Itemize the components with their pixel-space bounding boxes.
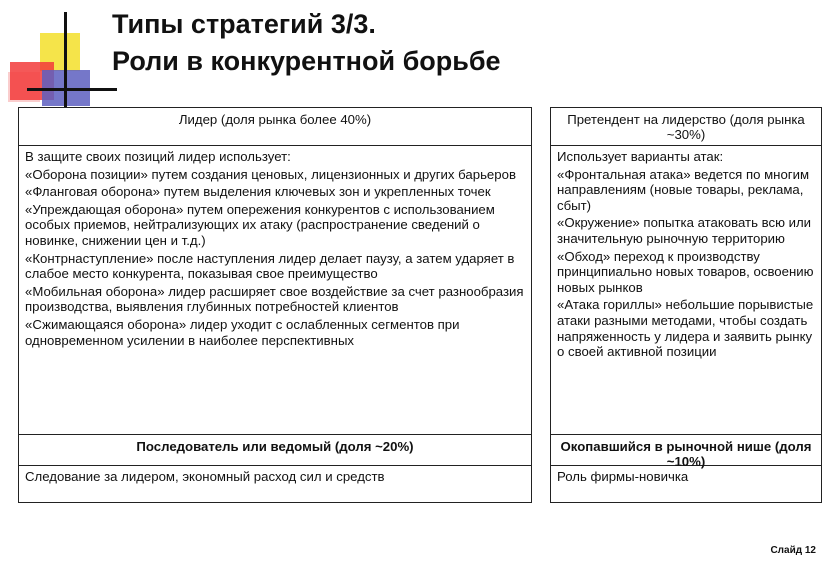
slide-number: Слайд 12 [770,545,816,556]
nicher-body [550,466,822,503]
decor-vertical-line [64,12,67,114]
challenger-item: Использует варианты атак: [557,149,724,164]
follower-text: Следование за лидером, экономный расход сил и средств [25,469,385,484]
title-line-1: Типы стратегий 3/3. [112,9,376,39]
decor-horizontal-line [27,88,117,91]
challenger-header-text: Претендент на лидерство (доля рынка ~30%) [567,112,805,142]
left-column [18,107,532,503]
leader-item: «Фланговая оборона» путем выделения ключевых зон и укрепленных точек [25,184,491,200]
leader-item: «Оборона позиции» путем создания ценовых, лицензионных и других барьеров [25,166,516,182]
leader-item: «Контрнаступление» после наступления лидер делает паузу, а затем ударяет в слабое место конкурента, показывая свое преимущество [25,250,515,282]
leader-item: «Сжимающаяся оборона» лидер уходит с ослабленных сегментов при одновременном усилении в наиболее перспективных [25,316,460,348]
nicher-header-text: Окопавшийся в рыночной нише (доля ~10%) [560,439,812,469]
leader-header-text: Лидер (доля рынка более 40%) [178,112,372,127]
challenger-item: «Обход» переход к производству принципиально новых товаров, освоению новых рынков [557,248,814,295]
nicher-header [550,435,822,469]
follower-header [18,435,532,466]
challenger-item: «Фронтальная атака» ведется по многим направлениям (новые товары, реклама, сбыт) [557,166,810,213]
nicher-text: Роль фирмы-новичка [557,469,689,484]
leader-item: «Мобильная оборона» лидер расширяет свое воздействие за счет разнообразия производства, выявления глубинных потребностей клиентов [25,283,524,315]
leader-body [18,146,532,435]
challenger-body [550,146,822,435]
challenger-item: «Атака гориллы» небольшие порывистые атаки разными методами, чтобы создать напряженность у лидера и заявить рынку о своей активной позиции [557,297,814,360]
follower-header-text: Последователь или ведомый (доля ~20%) [136,439,414,454]
slide-title [112,6,501,80]
follower-body [18,466,532,503]
challenger-item: «Окружение» попытка атаковать всю или значительную рыночную территорию [557,215,812,246]
leader-item: «Упреждающая оборона» путем опережения конкурентов с использованием особых приемов, нейтрализующих их атаку (распространение сведений о новинке, снижении цен и т.д.) [25,201,495,248]
leader-item: В защите своих позиций лидер использует: [25,149,291,164]
right-column [550,107,822,503]
title-line-2: Роли в конкурентной борьбе [112,46,501,76]
leader-header [18,107,532,146]
challenger-header [550,107,822,146]
